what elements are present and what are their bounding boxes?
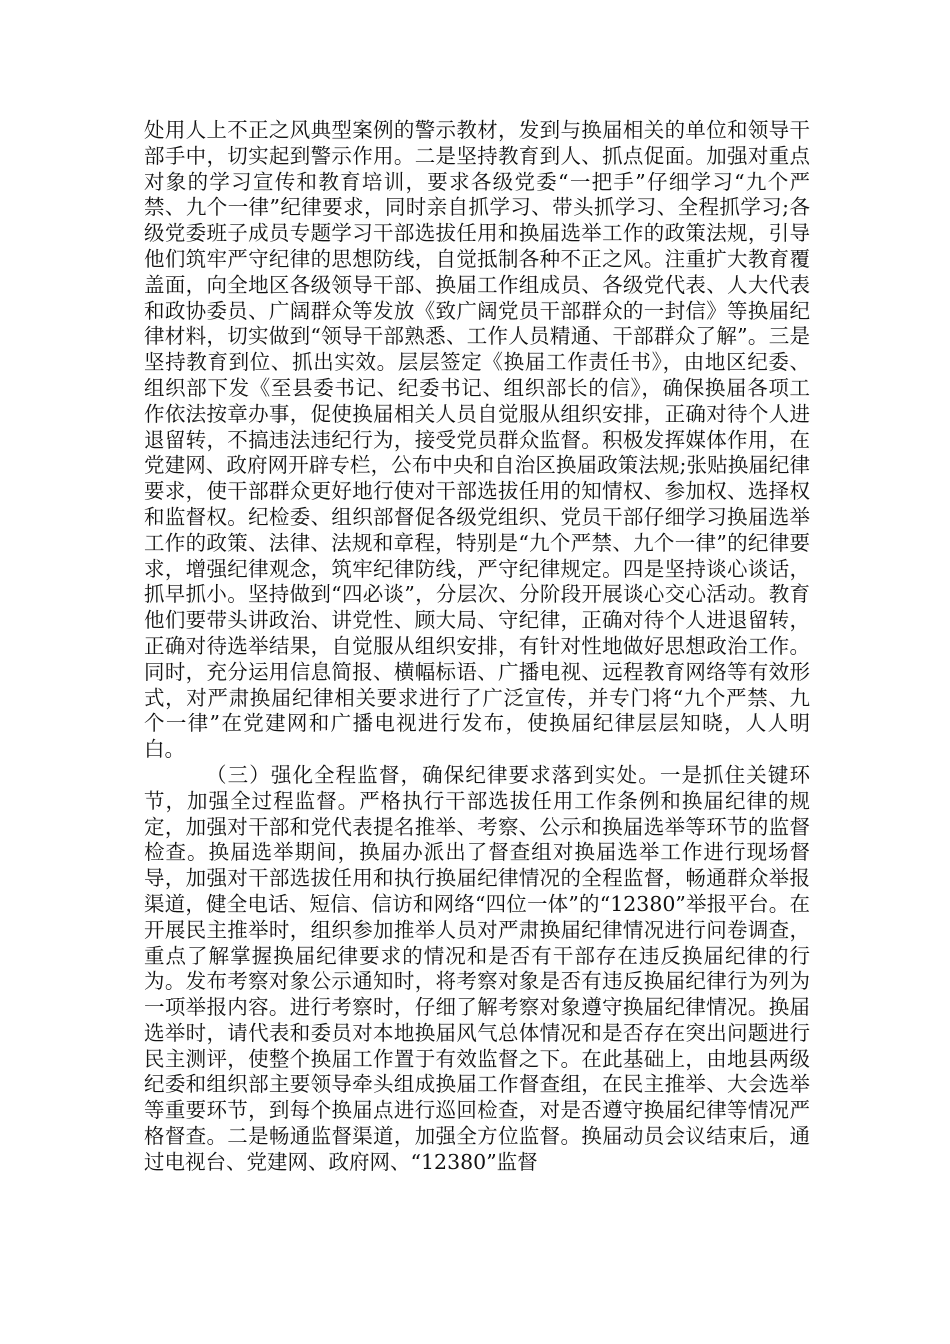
paragraph-1: 处用人上不正之风典型案例的警示教材，发到与换届相关的单位和领导干部手中，切实起到警示作用。二是坚持教育到人、抓点促面。加强对重点对象的学习宣传和教育培训，要求各级党委“一把手”仔细学习“九个严禁、九个一律”纪律要求，同时亲自抓学习、带头抓学习、全程抓学习;各级党委班子成员专题学习干部选拔任用和换届选举工作的政策法规，引导他们筑牢严守纪律的思想防线，自觉抵制各种不正之风。注重扩大教育覆盖面，向全地区各级领导干部、换届工作组成员、各级党代表、人大代表和政协委员、广阔群众等发放《致广阔党员干部群众的一封信》等换届纪律材料，切实做到“领导干部熟悉、工作人员精通、干部群众了解”。三是坚持教育到位、抓出实效。层层签定《换届工作责任书》，由地区纪委、组织部下发《至县委书记、纪委书记、组织部长的信》，确保换届各项工作依法按章办事，促使换届相关人员自觉服从组织安排，正确对待个人进退留转，不搞违法违纪行为，接受党员群众监督。积极发挥媒体作用，在党建网、政府网开辟专栏，公布中央和自治区换届政策法规;张贴换届纪律要求，使干部群众更好地行使对干部选拔任用的知情权、参加权、选择权和监督权。纪检委、组织部督促各级党组织、党员干部仔细学习换届选举工作的政策、法律、法规和章程，特别是“九个严禁、九个一律”的纪律要求，增强纪律观念，筑牢纪律防线，严守纪律规定。四是坚持谈心谈话，抓早抓小。坚持做到“四必谈”，分层次、分阶段开展谈心交心活动。教育他们要带头讲政治、讲党性、顾大局、守纪律，正确对待个人进退留转，正确对待选举结果，自觉服从组织安排，有针对性地做好思想政治工作。同时，充分运用信息简报、横幅标语、广播电视、远程教育网络等有效形式，对严肃换届纪律相关要求进行了广泛宣传，并专门将“九个严禁、九个一律”在党建网和广播电视进行发布，使换届纪律层层知晓，人人明白。: [144, 118, 810, 762]
document-body: [144, 118, 810, 1176]
paragraph-2: （三）强化全程监督，确保纪律要求落到实处。一是抓住关键环节，加强全过程监督。严格执行干部选拔任用工作条例和换届纪律的规定，加强对干部和党代表提名推举、考察、公示和换届选举等环节的监督检查。换届选举期间，换届办派出了督查组对换届选举工作进行现场督导，加强对干部选拔任用和执行换届纪律情况的全程监督，畅通群众举报渠道，健全电话、短信、信访和网络“四位一体”的“12380”举报平台。在开展民主推举时，组织参加推举人员对严肃换届纪律情况进行问卷调查，重点了解掌握换届纪律要求的情况和是否有干部存在违反换届纪律的行为。发布考察对象公示通知时，将考察对象是否有违反换届纪律行为列为一项举报内容。进行考察时，仔细了解考察对象遵守换届纪律情况。换届选举时，请代表和委员对本地换届风气总体情况和是否存在突出问题进行民主测评，使整个换届工作置于有效监督之下。在此基础上，由地县两级纪委和组织部主要领导牵头组成换届工作督查组，在民主推举、大会选举等重要环节，到每个换届点进行巡回检查，对是否遵守换届纪律等情况严格督查。二是畅通监督渠道，加强全方位监督。换届动员会议结束后，通过电视台、党建网、政府网、“12380”监督: [144, 762, 810, 1174]
